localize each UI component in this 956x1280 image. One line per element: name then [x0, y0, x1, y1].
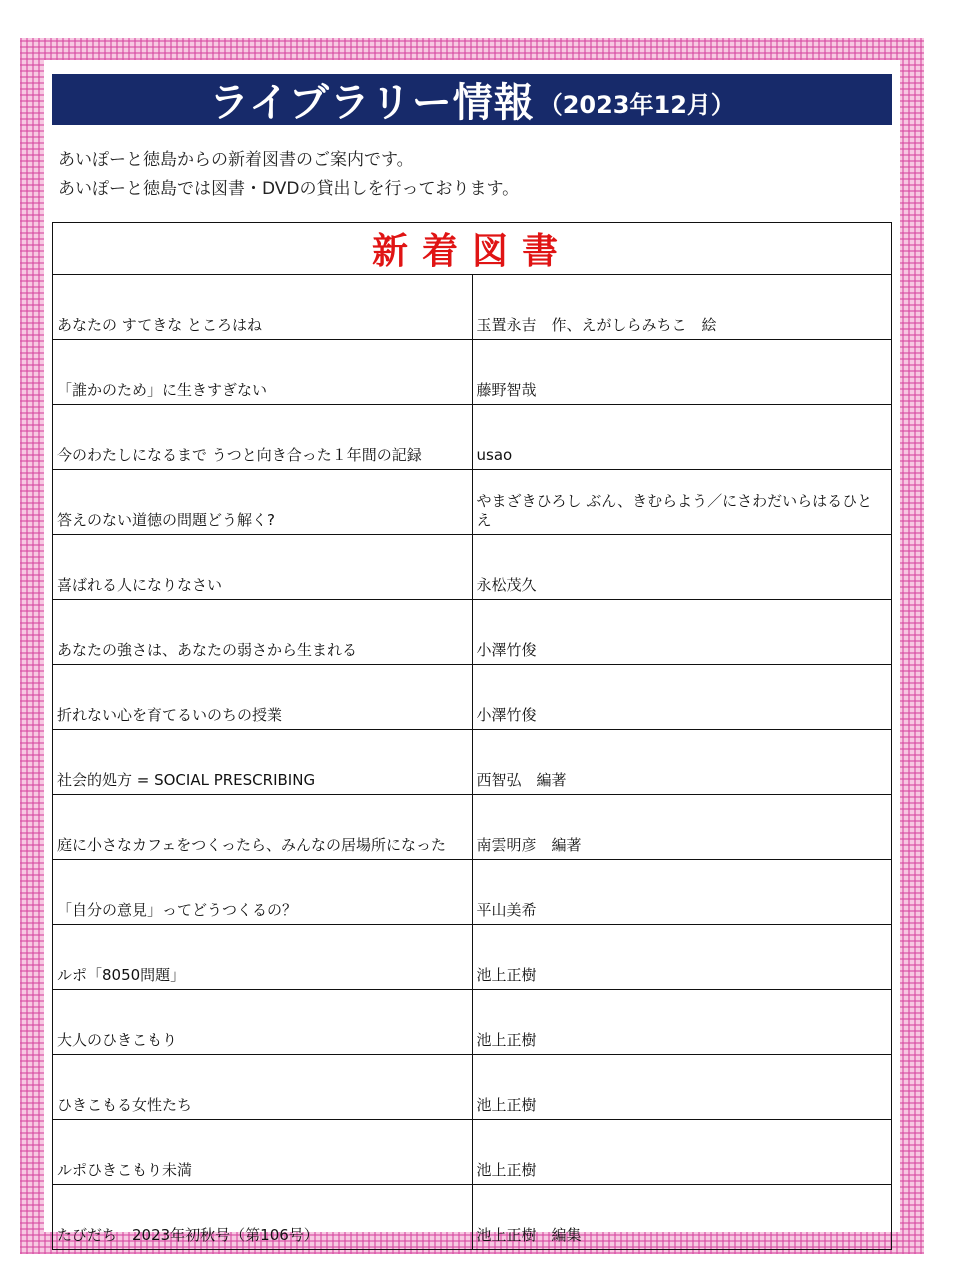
table-row: [53, 405, 892, 470]
table-row: [53, 275, 892, 340]
book-author: 永松茂久: [472, 535, 892, 600]
book-title: ルポひきこもり未満: [53, 1120, 473, 1185]
book-title: ひきこもる女性たち: [53, 1055, 473, 1120]
table-row: [53, 340, 892, 405]
book-author: 池上正樹: [472, 1055, 892, 1120]
book-author: 池上正樹 編集: [472, 1185, 892, 1250]
table-row: [53, 925, 892, 990]
book-author: 西智弘 編著: [472, 730, 892, 795]
book-title: 答えのない道徳の問題どう解く?: [53, 470, 473, 535]
table-row: [53, 665, 892, 730]
book-title: 喜ばれる人になりなさい: [53, 535, 473, 600]
table-row: [53, 1055, 892, 1120]
book-title: 大人のひきこもり: [53, 990, 473, 1055]
table-row: [53, 990, 892, 1055]
book-author: やまざきひろし ぶん、きむらよう／にさわだいらはるひと え: [472, 470, 892, 535]
title-banner: [52, 74, 892, 125]
book-author: 池上正樹: [472, 1120, 892, 1185]
book-author: 南雲明彦 編著: [472, 795, 892, 860]
book-title: 折れない心を育てるいのちの授業: [53, 665, 473, 730]
book-author: 藤野智哉: [472, 340, 892, 405]
table-row: [53, 1120, 892, 1185]
table-heading: 新着図書: [53, 223, 892, 275]
book-title: 「誰かのため」に生きすぎない: [53, 340, 473, 405]
book-author: 池上正樹: [472, 990, 892, 1055]
book-title: 社会的処方 = SOCIAL PRESCRIBING: [53, 730, 473, 795]
book-title: 今のわたしになるまで うつと向き合った１年間の記録: [53, 405, 473, 470]
table-row: [53, 1185, 892, 1250]
book-author: usao: [472, 405, 892, 470]
table-row: [53, 860, 892, 925]
intro-line: あいぽーと徳島からの新着図書のご案内です。: [58, 150, 414, 170]
table-row: [53, 535, 892, 600]
book-title: 「自分の意見」ってどうつくるの？: [53, 860, 473, 925]
intro-text: [58, 146, 519, 204]
book-author: 玉置永吉 作、えがしらみちこ 絵: [472, 275, 892, 340]
book-title: あなたの すてきな ところはね: [53, 275, 473, 340]
table-row: [53, 470, 892, 535]
book-title: ルポ「8050問題」: [53, 925, 473, 990]
book-title: あなたの強さは、あなたの弱さから生まれる: [53, 600, 473, 665]
book-author: 小澤竹俊: [472, 600, 892, 665]
table-row: [53, 730, 892, 795]
book-author: 池上正樹: [472, 925, 892, 990]
new-books-table: [52, 222, 892, 1250]
book-title: 庭に小さなカフェをつくったら、みんなの居場所になった: [53, 795, 473, 860]
page-title: ライブラリー情報: [209, 80, 535, 126]
page-date: （2023年12月）: [538, 91, 735, 119]
book-title: たびだち 2023年初秋号（第106号）: [53, 1185, 473, 1250]
book-author: 平山美希: [472, 860, 892, 925]
table-row: [53, 795, 892, 860]
book-author: 小澤竹俊: [472, 665, 892, 730]
intro-line: あいぽーと徳島では図書・DVDの貸出しを行っております。: [58, 179, 520, 199]
table-row: [53, 600, 892, 665]
